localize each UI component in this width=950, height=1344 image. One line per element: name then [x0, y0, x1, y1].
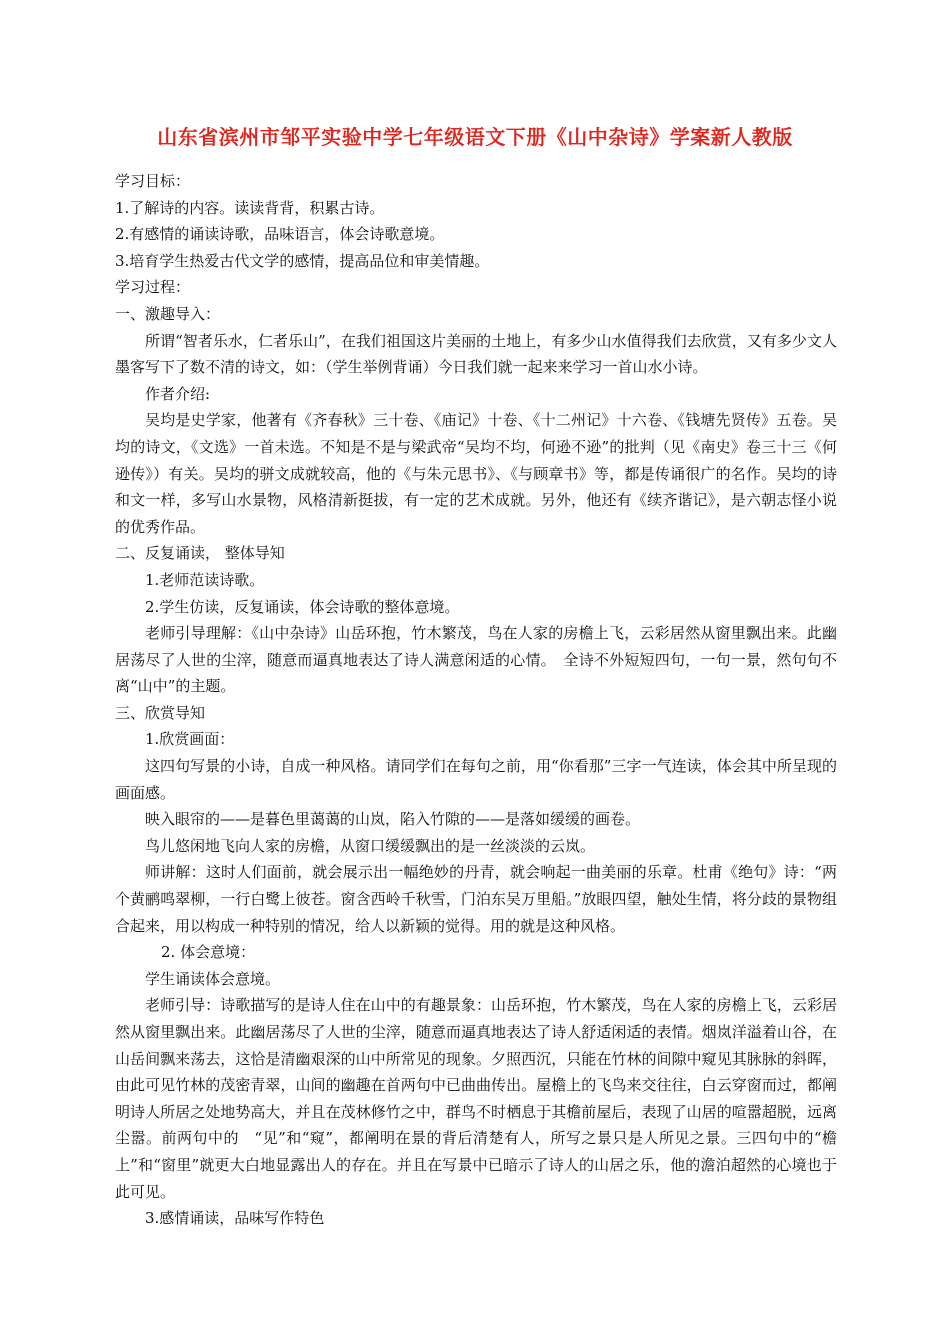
- section-heading: 一、激趣导入：: [115, 304, 221, 323]
- goal-item: 1.了解诗的内容。读读背背，积累古诗。: [115, 198, 385, 217]
- heading-goals: 学习目标：: [115, 172, 191, 190]
- list-item: 2.学生仿读，反复诵读，体会诗歌的整体意境。: [145, 597, 460, 616]
- heading-process: 学习过程：: [115, 278, 191, 297]
- list-item: 1.老师范读诗歌。: [145, 570, 265, 589]
- paragraph: 学生诵读体会意境。: [145, 969, 281, 988]
- paragraph: 所谓“智者乐水，仁者乐山”，在我们祖国这片美丽的土地上，有多少山水值得我们去欣赏，又有多少文人墨客写下了数不清的诗文，如：（学生举例背诵）今日我们就一起来来学习一首山水小诗。: [115, 331, 837, 377]
- document-body: [115, 168, 837, 1232]
- goal-item: 2.有感情的诵读诗歌，品味语言，体会诗歌意境。: [115, 225, 445, 244]
- paragraph: 老师引导理解：《山中杂诗》山岳环抱，竹木繁茂，鸟在人家的房檐上飞，云彩居然从窗里飘出来。此幽居荡尽了人世的尘滓，随意而逼真地表达了诗人满意闲适的心情。 全诗不外短短四句，一句一景，然句句不离“山中”的主题。: [115, 624, 837, 696]
- paragraph: 老师引导：诗歌描写的是诗人住在山中的有趣景象：山岳环抱，竹木繁茂，鸟在人家的房檐上飞，云彩居然从窗里飘出来。此幽居荡尽了人世的尘滓，随意而逼真地表达了诗人舒适闲适的表情。烟岚洋溢着山谷，在山岳间飘来荡去，这恰是清幽艰深的山中所常见的现象。夕照西沉，只能在竹林的间隙中窥见其脉脉的斜晖，由此可见竹林的茂密青翠，山间的幽趣在首两句中已曲曲传出。屋檐上的飞鸟来交往往，白云穿窗而过，都阐明诗人所居之处地势高大，并且在茂林修竹之中，群鸟不时栖息于其檐前屋后，表现了山居的喧嚣超脱，远离尘嚣。前两句中的 “见”和“窥”，都阐明在景的背后清楚有人，所写之景只是人所见之景。三四句中的“檐上”和“窗里”就更大白地显露出人的存在。并且在写景中已暗示了诗人的山居之乐，他的澹泊超然的心境也于此可见。: [115, 996, 837, 1201]
- paragraph: 鸟儿悠闲地飞向人家的房檐，从窗口缓缓飘出的是一丝淡淡的云岚。: [145, 836, 596, 855]
- paragraph: 师讲解：这时人们面前，就会展示出一幅绝妙的丹青，就会响起一曲美丽的乐章。杜甫《绝句》诗：“两个黄鹂鸣翠柳，一行白鹭上彼苍。窗含西岭千秋雪，门泊东吴万里船。”放眼四望，触处生情，将分歧的景物组合起来，用以构成一种特别的情况，给人以新颖的觉得。用的就是这种风格。: [115, 863, 837, 935]
- goal-item: 3.培育学生热爱古代文学的感情，提高品位和审美情趣。: [115, 251, 490, 270]
- list-item: 1.欣赏画面：: [145, 730, 235, 749]
- paragraph: 映入眼帘的——是暮色里蔼蔼的山岚，陷入竹隙的——是落如缓缓的画卷。: [145, 810, 641, 829]
- list-item: 2. 体会意境：: [161, 943, 256, 962]
- section-heading: 二、反复诵读， 整体导知: [115, 544, 285, 563]
- paragraph: 吴均是史学家，他著有《齐春秋》三十卷、《庙记》十卷、《十二州记》十六卷、《钱塘先贤传》五卷。吴均的诗文，《文选》一首未选。不知是不是与梁武帝“吴均不均，何逊不逊”的批判（见《南史》卷三十三《何逊传》）有关。吴均的骈文成就较高，他的《与朱元思书》、《与顾章书》等，都是传诵很广的名作。吴均的诗和文一样，多写山水景物，风格清新挺拔，有一定的艺术成就。另外，他还有《续齐谐记》，是六朝志怪小说的优秀作品。: [115, 411, 837, 536]
- paragraph: 这四句写景的小诗，自成一种风格。请同学们在每句之前，用“你看那”三字一气连读，体会其中所呈现的画面感。: [115, 757, 837, 802]
- list-item: 3.感情诵读，品味写作特色: [145, 1209, 325, 1228]
- subheading-author: 作者介绍:: [145, 384, 211, 403]
- document-title: 山东省滨州市邹平实验中学七年级语文下册《山中杂诗》学案新人教版: [157, 125, 793, 149]
- section-heading: 三、欣赏导知: [115, 703, 206, 722]
